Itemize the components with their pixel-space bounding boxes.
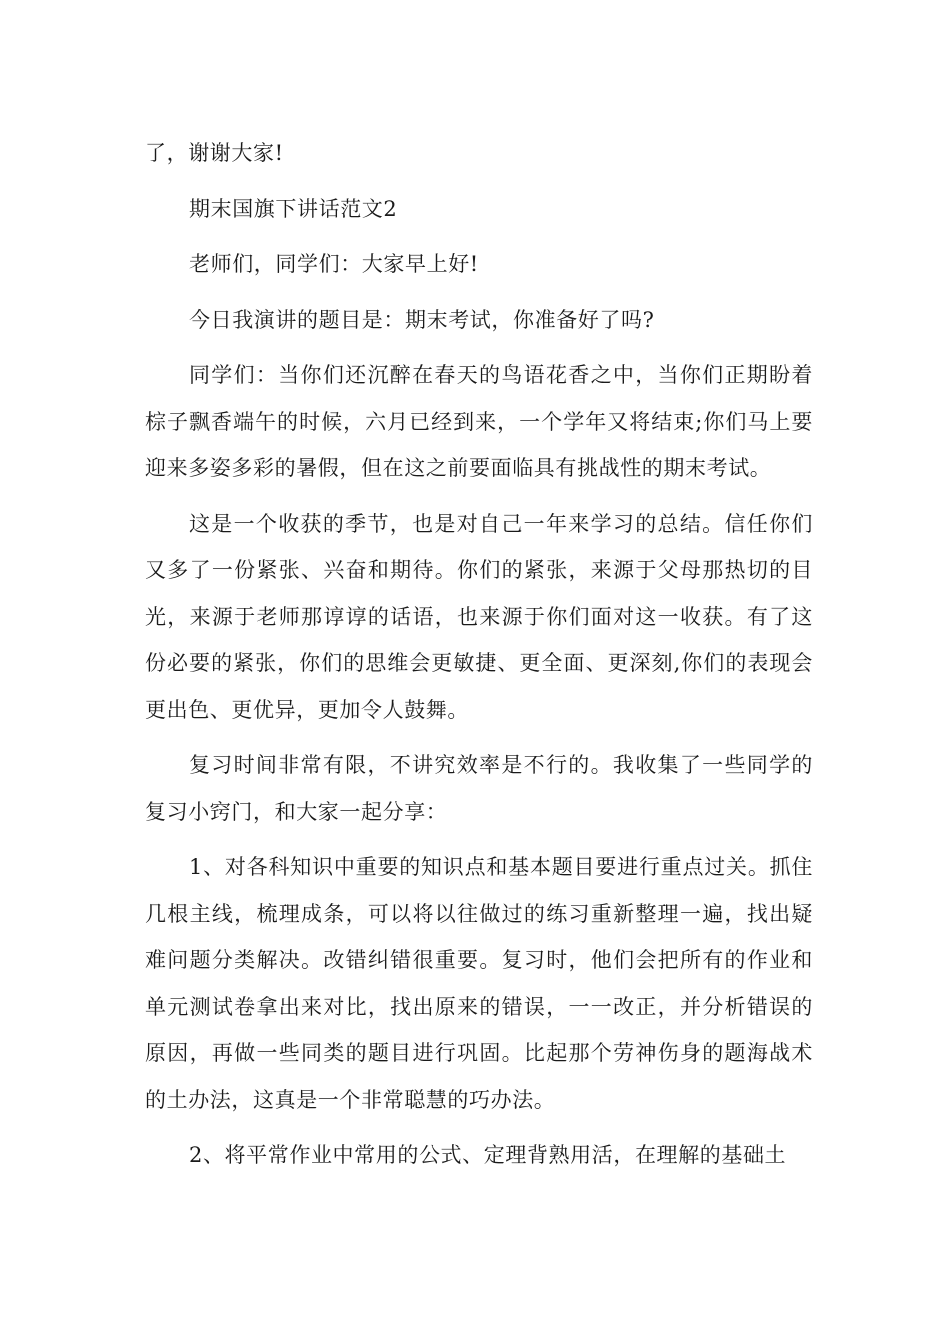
paragraph-topic: 今日我演讲的题目是：期末考试，你准备好了吗? (189, 307, 655, 332)
paragraph-harvest-season: 这是一个收获的季节，也是对自己一年来学习的总结。信任你们又多了一份紧张、兴奋和期待。你们的紧张，来源于父母那热切的目光，来源于老师那谆谆的话语，也来源于你们面对这一收获。有了这份必要的紧张，你们的思维会更敏捷、更全面、更深刻,你们的表现会更出色、更优异，更加令人鼓舞。 (145, 511, 813, 722)
paragraph-closing-thanks: 了，谢谢大家! (145, 141, 284, 165)
paragraph-intro: 同学们：当你们还沉醉在春天的鸟语花香之中，当你们正期盼着棕子飘香端午的时候，六月已经到来，一个学年又将结束;你们马上要迎来多姿多彩的暑假，但在这之前要面临具有挑战性的期末考试。 (145, 363, 813, 480)
document-body (145, 130, 813, 1179)
speech-title: 期末国旗下讲话范文2 (189, 196, 398, 221)
paragraph-greeting: 老师们，同学们：大家早上好! (189, 252, 479, 276)
paragraph-tip-2: 2、将平常作业中常用的公式、定理背熟用活，在理解的基础土 (189, 1143, 787, 1167)
paragraph-review-tips-intro: 复习时间非常有限，不讲究效率是不行的。我收集了一些同学的复习小窍门，和大家一起分享： (145, 753, 813, 824)
paragraph-tip-1: 1、对各科知识中重要的知识点和基本题目要进行重点过关。抓住几根主线，梳理成条，可以将以往做过的练习重新整理一遍，找出疑难问题分类解决。改错纠错很重要。复习时，他们会把所有的作业和单元测试卷拿出来对比，找出原来的错误，一一改正，并分析错误的原因，再做一些同类的题目进行巩固。比起那个劳神伤身的题海战术的土办法，这真是一个非常聪慧的巧办法。 (145, 855, 813, 1112)
